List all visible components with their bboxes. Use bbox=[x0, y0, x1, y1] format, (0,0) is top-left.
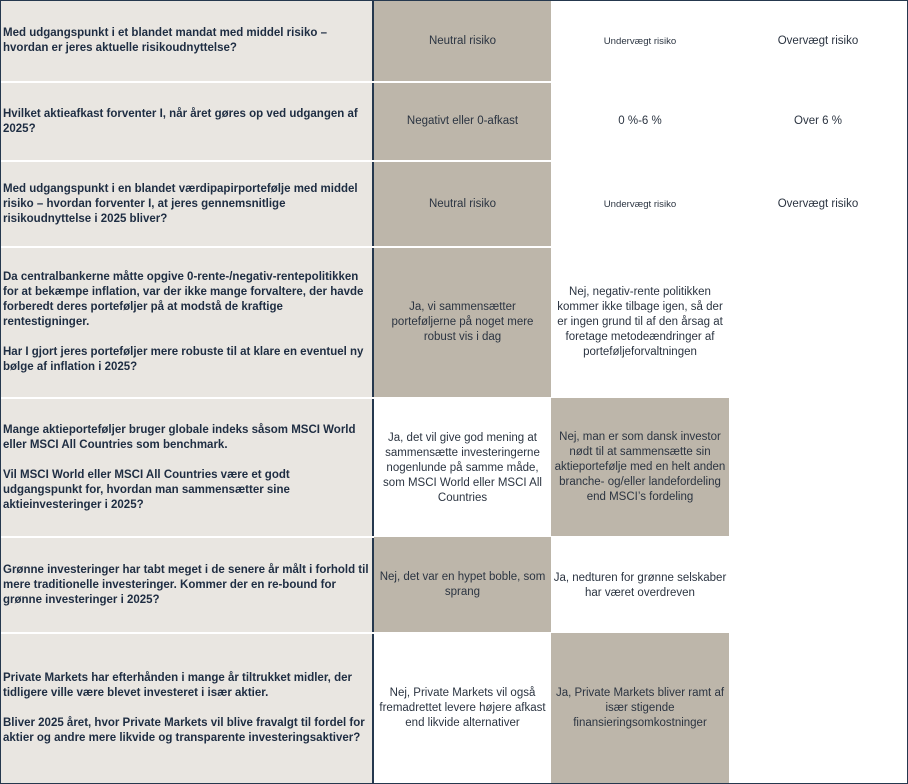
answer-option: Nej, Private Markets vil også fremadrettet levere højere afkast end likvide alternativer bbox=[379, 687, 546, 729]
answer-option-selected: Neutral risiko bbox=[373, 161, 551, 247]
question-text: Private Markets har efterhånden i mange år tiltrukket midler, der tidligere ville være blevet investeret i især aktier. bbox=[3, 672, 352, 699]
answer-option-selected: Nej, det var en hypet boble, som sprang bbox=[373, 537, 551, 633]
answer-option: Overvægt risiko bbox=[777, 35, 859, 47]
answer-option: Ja, nedturen for grønne selskaber har været overdreven bbox=[553, 571, 727, 599]
question-text: Grønne investeringer har tabt meget i de senere år målt i forhold til mere traditionelle investeringer. Kommer der en re-bound for grønne investeringer i 2025? bbox=[3, 563, 369, 606]
answer-option: Undervægt risiko bbox=[603, 198, 677, 210]
question-cell bbox=[1, 1, 373, 82]
table-row bbox=[1, 633, 907, 783]
table-row bbox=[1, 161, 907, 247]
question-text: Mange aktieporteføljer bruger globale indeks såsom MSCI World eller MSCI All Countries som benchmark. bbox=[3, 423, 356, 451]
answer-option-selected: Ja, vi sammensætter porteføljerne på noget mere robust vis i dag bbox=[373, 247, 551, 398]
answer-option: Ja, det vil give god mening at sammensætte investeringerne nogenlunde på samme måde, som MSCI World eller MSCI All Countries bbox=[383, 431, 542, 504]
table-row bbox=[1, 398, 907, 537]
table-row bbox=[1, 537, 907, 633]
answer-option-selected: Negativt eller 0-afkast bbox=[373, 82, 551, 161]
question-cell bbox=[1, 398, 373, 537]
question-cell bbox=[1, 537, 373, 633]
question-text: Bliver 2025 året, hvor Private Markets vil blive fravalgt til fordel for aktier og andre mere likvide og transparente investeringsaktiver? bbox=[3, 717, 365, 744]
question-cell bbox=[1, 82, 373, 161]
answer-option: 0 %-6 % bbox=[618, 115, 662, 127]
survey-table bbox=[1, 1, 907, 783]
answer-option: Undervægt risiko bbox=[603, 36, 677, 47]
answer-option-selected: Neutral risiko bbox=[373, 1, 551, 82]
answer-option-empty bbox=[729, 398, 907, 537]
question-text: Med udgangspunkt i en blandet værdipapirportefølje med middel risiko – hvordan forventer I, at jeres gennemsnitlige risikoudnyttelse i 2025 bliver? bbox=[3, 182, 358, 225]
answer-option: Nej, negativ-rente politikken kommer ikke tilbage igen, så der er ingen grund til af den årsag at foretage metodeændringer af porteføljeforvaltningen bbox=[557, 286, 723, 358]
question-cell bbox=[1, 161, 373, 247]
answer-option: Over 6 % bbox=[794, 115, 842, 127]
table-row bbox=[1, 247, 907, 398]
answer-option-selected: Ja, Private Markets bliver ramt af især stigende finansieringsomkostninger bbox=[551, 633, 729, 783]
answer-option-empty bbox=[729, 537, 907, 633]
question-text: Har I gjort jeres porteføljer mere robuste til at klare en eventuel ny bølge af inflation i 2025? bbox=[3, 346, 364, 373]
answer-option-empty bbox=[729, 633, 907, 783]
table-row bbox=[1, 82, 907, 161]
answer-option-selected: Nej, man er som dansk investor nødt til at sammensætte sin aktieportefølje med en helt anden branche- og/eller landefordeling end MSCI’s fordeling bbox=[551, 398, 729, 537]
answer-option-empty bbox=[729, 247, 907, 398]
question-text: Vil MSCI World eller MSCI All Countries være et godt udgangspunkt for, hvordan man sammensætter sine aktieinvesteringer i 2025? bbox=[3, 468, 290, 511]
question-text: Da centralbankerne måtte opgive 0-rente-/negativ-rentepolitikken for at bekæmpe inflation, var der ikke mange forvaltere, der havde forberedt deres porteføljer på at modstå de kraftige rentestigninger. bbox=[3, 271, 364, 328]
question-text: Med udgangspunkt i et blandet mandat med middel risiko – hvordan er jeres aktuelle risikoudnyttelse? bbox=[3, 27, 327, 54]
answer-option: Overvægt risiko bbox=[777, 197, 859, 210]
question-text: Hvilket aktieafkast forventer I, når året gøres op ved udgangen af 2025? bbox=[3, 107, 358, 135]
table-row bbox=[1, 1, 907, 82]
question-cell bbox=[1, 633, 373, 783]
question-cell bbox=[1, 247, 373, 398]
